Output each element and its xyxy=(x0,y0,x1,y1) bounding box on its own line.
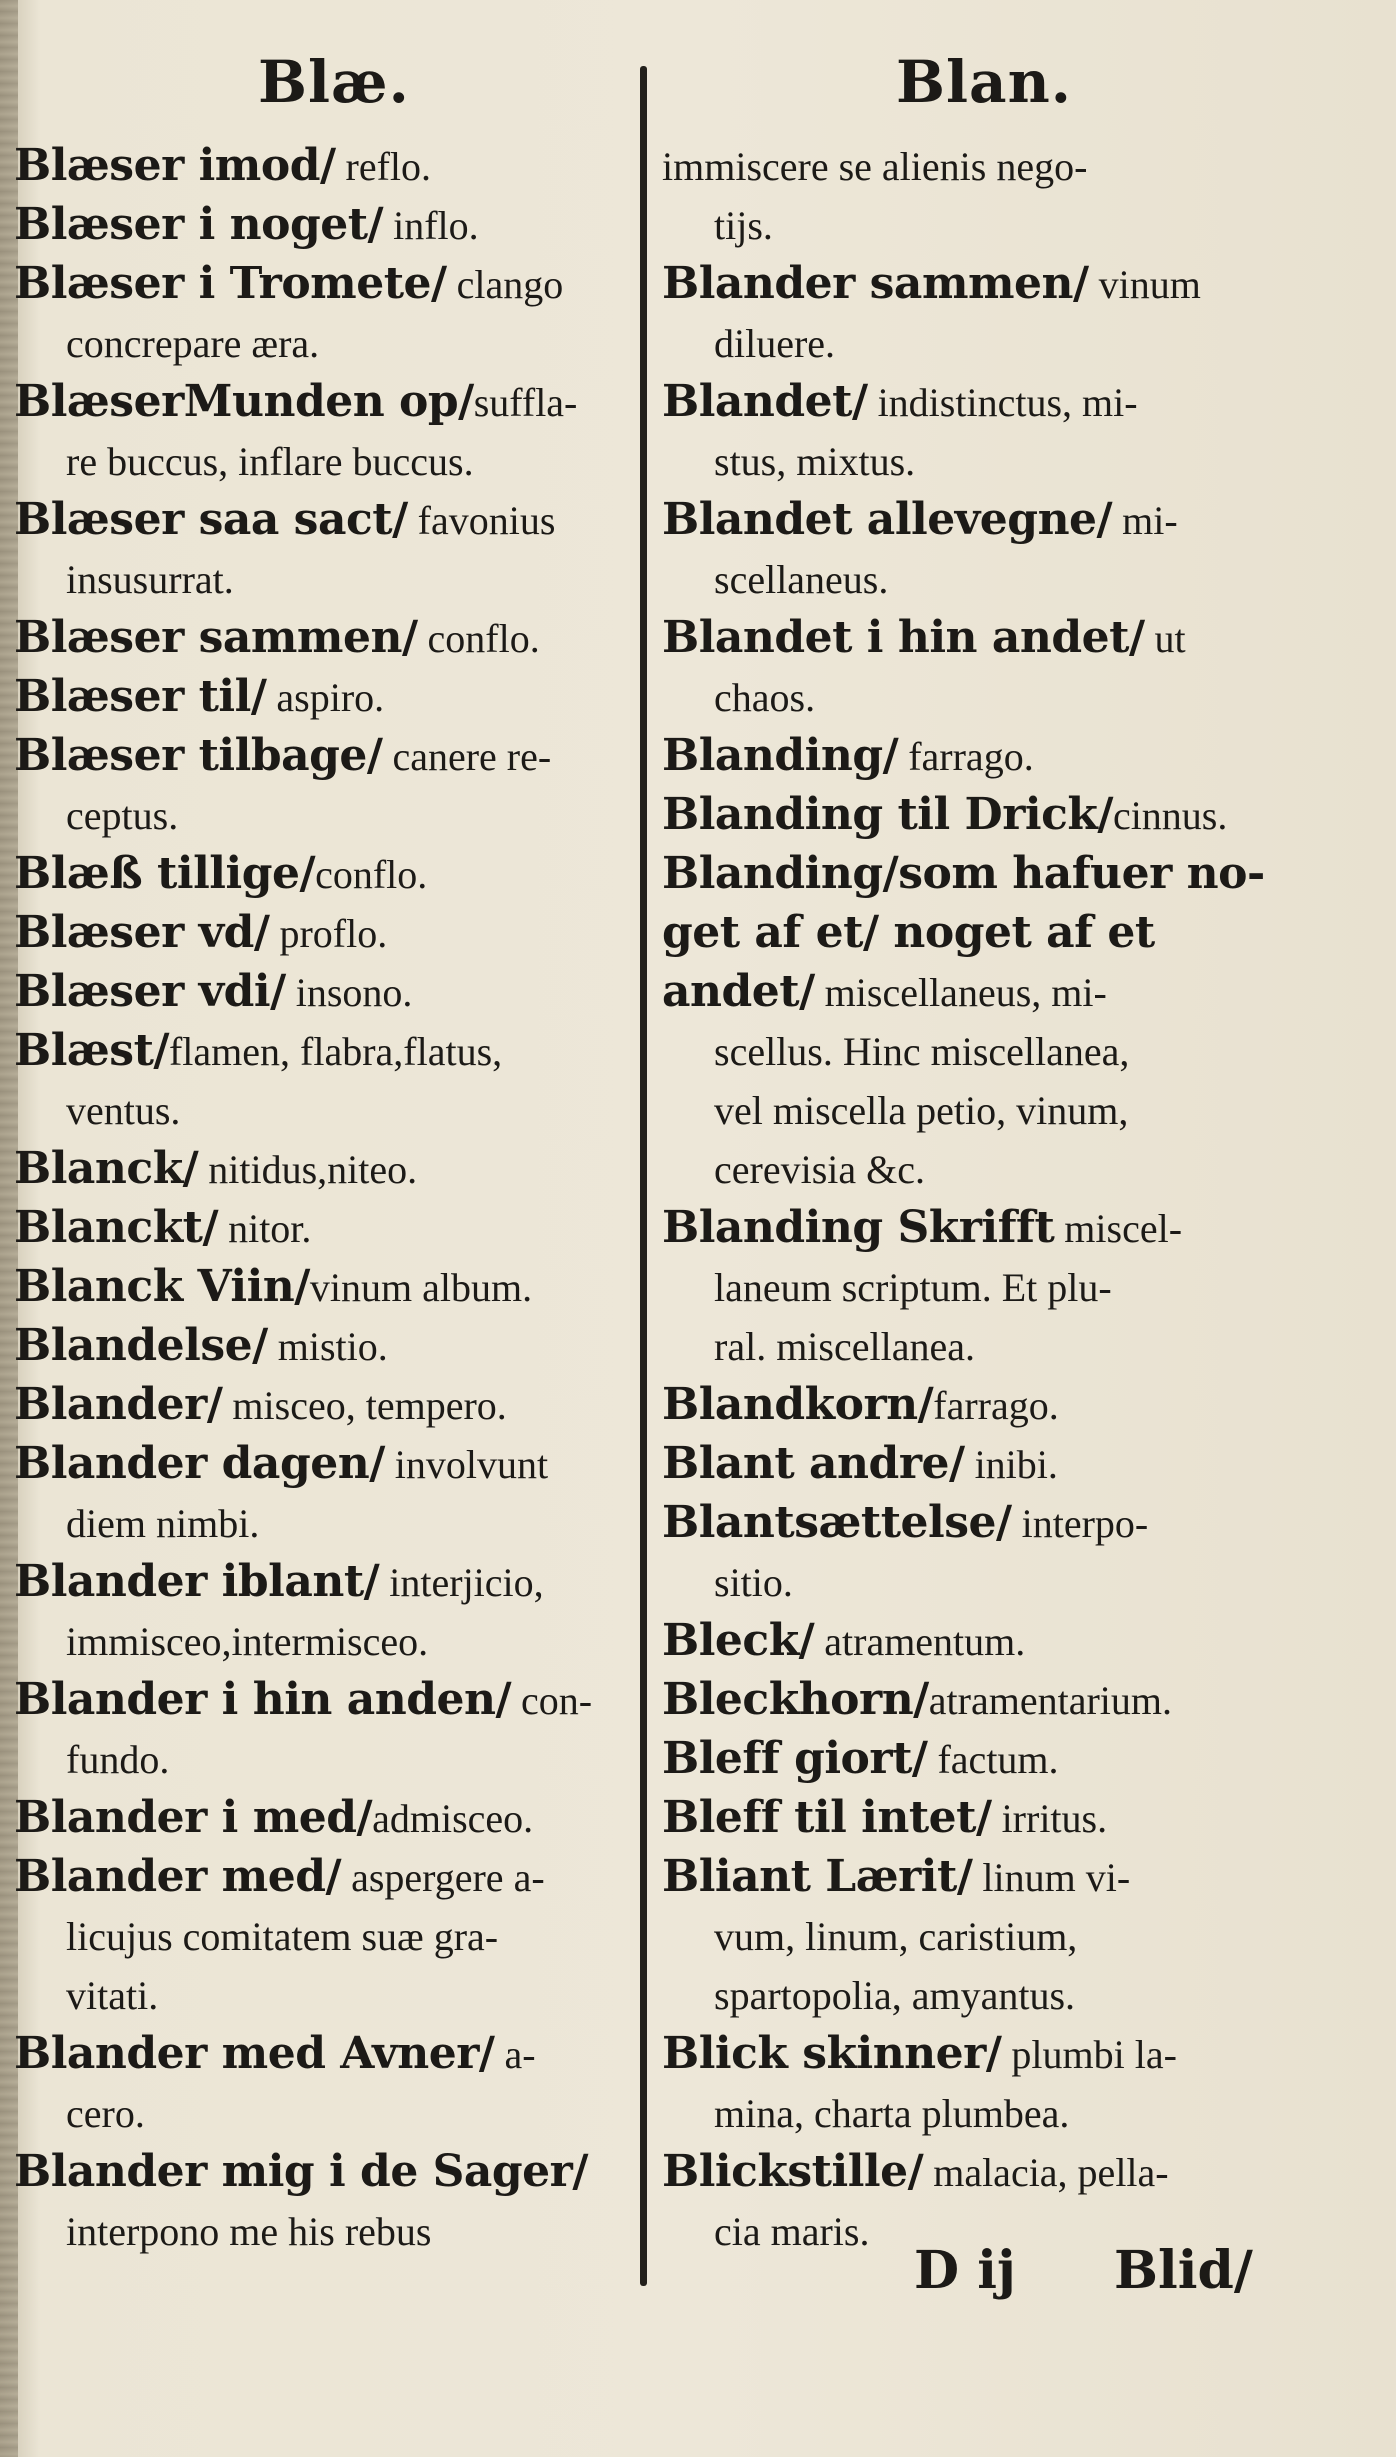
dictionary-entry xyxy=(14,490,624,608)
dictionary-entry xyxy=(14,1021,624,1139)
entry-line xyxy=(14,136,624,195)
entry-line xyxy=(14,549,624,608)
entry-line xyxy=(662,1375,1287,1434)
entry-line xyxy=(662,1021,1287,1080)
entry-definition: laneum scriptum. Et plu- xyxy=(714,1265,1112,1310)
entry-definition: proflo. xyxy=(269,911,388,956)
entry-line xyxy=(662,1611,1287,1670)
dictionary-entry xyxy=(14,1198,624,1257)
entry-headword: Blæser tilbage/ xyxy=(14,730,383,781)
entry-line xyxy=(14,254,624,313)
dictionary-entry xyxy=(662,2024,1287,2142)
entry-definition: inibi. xyxy=(964,1442,1058,1487)
entry-definition: conflo. xyxy=(315,852,428,897)
dictionary-entry xyxy=(662,1670,1287,1729)
entry-line xyxy=(14,1493,624,1552)
entry-definition: ral. miscellanea. xyxy=(714,1324,975,1369)
entry-definition: scellaneus. xyxy=(714,557,889,602)
entry-headword: Blanckt/ xyxy=(14,1202,219,1253)
dictionary-entry xyxy=(662,844,1287,1198)
dictionary-entry xyxy=(662,1729,1287,1788)
entry-definition: vum, linum, caristium, xyxy=(714,1914,1078,1959)
entry-definition: sitio. xyxy=(714,1560,793,1605)
dictionary-entry xyxy=(662,254,1287,372)
dictionary-entry xyxy=(14,1847,624,2024)
entry-headword: Blandet allevegne/ xyxy=(662,494,1113,545)
dictionary-entry xyxy=(662,1611,1287,1670)
entry-definition: vitati. xyxy=(66,1973,159,2018)
dictionary-entry xyxy=(14,136,624,195)
dictionary-entry xyxy=(662,1198,1287,1375)
entry-line xyxy=(662,1906,1287,1965)
entry-headword: Blæser til/ xyxy=(14,671,267,722)
dictionary-entry xyxy=(662,136,1287,254)
entry-line xyxy=(662,785,1287,844)
entry-definition: insusurrat. xyxy=(66,557,234,602)
entry-definition: interjicio, xyxy=(379,1560,544,1605)
entry-definition: miscellaneus, mi- xyxy=(814,970,1107,1015)
entry-line xyxy=(14,431,624,490)
entry-headword: Blæser vd/ xyxy=(14,907,270,958)
entry-line xyxy=(14,2142,624,2201)
entry-definition: con- xyxy=(511,1678,593,1723)
signature-mark: D ij xyxy=(914,2240,1016,2301)
dictionary-entry xyxy=(14,254,624,372)
entry-headword: Blander mig i de Sager/ xyxy=(14,2146,588,2197)
entry-line xyxy=(662,549,1287,608)
entry-headword: Blæser vdi/ xyxy=(14,966,286,1017)
entry-line xyxy=(14,372,624,431)
entry-line xyxy=(14,2083,624,2142)
entry-line xyxy=(662,1493,1287,1552)
entry-line xyxy=(14,1670,624,1729)
entry-definition: factum. xyxy=(927,1737,1059,1782)
entry-definition: cia maris. xyxy=(714,2209,870,2254)
right-column xyxy=(662,136,1287,2260)
entry-headword: Blæser i noget/ xyxy=(14,199,384,250)
entry-definition: immiscere se alienis nego- xyxy=(662,144,1088,189)
entry-line xyxy=(14,490,624,549)
dictionary-entry xyxy=(662,1788,1287,1847)
entry-line xyxy=(14,1434,624,1493)
entry-headword: Blanding Skrifft xyxy=(662,1202,1055,1253)
dictionary-entry xyxy=(14,1788,624,1847)
entry-line xyxy=(662,1847,1287,1906)
entry-headword: Bleck/ xyxy=(662,1615,815,1666)
entry-definition: spartopolia, amyantus. xyxy=(714,1973,1076,2018)
entry-line xyxy=(14,844,624,903)
running-header-right: Blan. xyxy=(896,48,1072,116)
entry-headword: Blanding til Drick/ xyxy=(662,789,1113,840)
entry-line xyxy=(662,431,1287,490)
entry-definition: interpono me his rebus xyxy=(66,2209,432,2254)
entry-headword: Blæst/ xyxy=(14,1025,169,1076)
dictionary-entry xyxy=(662,1434,1287,1493)
entry-headword: Blanck Viin/ xyxy=(14,1261,310,1312)
entry-definition: vel miscella petio, vinum, xyxy=(714,1088,1129,1133)
entry-line xyxy=(662,2083,1287,2142)
entry-line xyxy=(14,1729,624,1788)
entry-line xyxy=(14,608,624,667)
entry-headword: Blickstille/ xyxy=(662,2146,924,2197)
entry-definition: diluere. xyxy=(714,321,836,366)
entry-line xyxy=(662,1729,1287,1788)
entry-definition: cero. xyxy=(66,2091,145,2136)
entry-line xyxy=(662,1434,1287,1493)
entry-definition: licujus comitatem suæ gra- xyxy=(66,1914,499,1959)
entry-line xyxy=(14,726,624,785)
entry-line xyxy=(14,1198,624,1257)
entry-line xyxy=(14,313,624,372)
dictionary-entry xyxy=(14,2142,624,2260)
entry-headword: Bliant Lærit/ xyxy=(662,1851,973,1902)
entry-headword: Blant andre/ xyxy=(662,1438,965,1489)
entry-definition: suffla- xyxy=(473,380,578,425)
entry-definition: nitor. xyxy=(218,1206,312,1251)
entry-line xyxy=(14,1080,624,1139)
entry-definition: chaos. xyxy=(714,675,816,720)
entry-line xyxy=(662,726,1287,785)
entry-line xyxy=(14,1257,624,1316)
entry-line xyxy=(662,903,1287,962)
entry-definition: a- xyxy=(494,2032,536,2077)
entry-headword: Blæser sammen/ xyxy=(14,612,418,663)
entry-line xyxy=(14,667,624,726)
entry-headword: Blanding/ xyxy=(662,730,899,781)
entry-definition: involvunt xyxy=(384,1442,549,1487)
dictionary-entry xyxy=(662,608,1287,726)
entry-definition: mistio. xyxy=(267,1324,388,1369)
entry-definition: scellus. Hinc miscellanea, xyxy=(714,1029,1130,1074)
entry-line xyxy=(14,1552,624,1611)
entry-definition: re buccus, inflare buccus. xyxy=(66,439,474,484)
entry-definition: nitidus,niteo. xyxy=(198,1147,418,1192)
entry-definition: diem nimbi. xyxy=(66,1501,260,1546)
dictionary-entry xyxy=(14,962,624,1021)
entry-definition: conflo. xyxy=(417,616,540,661)
entry-line xyxy=(662,2142,1287,2201)
entry-definition: linum vi- xyxy=(972,1855,1131,1900)
entry-line xyxy=(662,962,1287,1021)
entry-headword: Blæser imod/ xyxy=(14,140,336,191)
entry-definition: ventus. xyxy=(66,1088,181,1133)
entry-definition: ceptus. xyxy=(66,793,179,838)
entry-headword: Blæser saa sact/ xyxy=(14,494,408,545)
entry-definition: interpo- xyxy=(1011,1501,1149,1546)
dictionary-entry xyxy=(14,372,624,490)
entry-headword: Blandet/ xyxy=(662,376,868,427)
entry-headword: get af et/ noget af et xyxy=(662,907,1155,958)
dictionary-entry xyxy=(662,1847,1287,2024)
entry-definition: concrepare æra. xyxy=(66,321,320,366)
entry-line xyxy=(14,2024,624,2083)
column-divider xyxy=(640,66,647,2286)
entry-definition: canere re- xyxy=(382,734,552,779)
entry-definition: mina, charta plumbea. xyxy=(714,2091,1070,2136)
entry-definition: favonius xyxy=(407,498,556,543)
entry-headword: Blander/ xyxy=(14,1379,223,1430)
entry-line xyxy=(662,195,1287,254)
dictionary-entry xyxy=(14,726,624,844)
entry-headword: Blæß tillige/ xyxy=(14,848,316,899)
entry-headword: Blander sammen/ xyxy=(662,258,1089,309)
entry-headword: Blander iblant/ xyxy=(14,1556,380,1607)
entry-definition: atramentarium. xyxy=(928,1678,1172,1723)
entry-definition: plumbi la- xyxy=(1001,2032,1177,2077)
entry-definition: miscel- xyxy=(1054,1206,1183,1251)
entry-line xyxy=(662,1316,1287,1375)
entry-line xyxy=(662,1552,1287,1611)
entry-line xyxy=(662,1139,1287,1198)
entry-line xyxy=(662,1257,1287,1316)
entry-definition: tijs. xyxy=(714,203,773,248)
entry-headword: Bleff til intet/ xyxy=(662,1792,992,1843)
entry-line xyxy=(14,962,624,1021)
entry-definition: clango xyxy=(446,262,564,307)
entry-line xyxy=(662,372,1287,431)
entry-line xyxy=(662,254,1287,313)
catchword: Blid/ xyxy=(1114,2240,1253,2301)
entry-definition: stus, mixtus. xyxy=(714,439,916,484)
dictionary-entry xyxy=(14,667,624,726)
entry-definition: cinnus. xyxy=(1112,793,1228,838)
entry-headword: Blanding/som hafuer no- xyxy=(662,848,1265,899)
entry-line xyxy=(14,1611,624,1670)
entry-definition: inflo. xyxy=(383,203,479,248)
entry-definition: reflo. xyxy=(335,144,432,189)
dictionary-entry xyxy=(14,1257,624,1316)
entry-line xyxy=(14,1021,624,1080)
entry-headword: Blantsættelse/ xyxy=(662,1497,1012,1548)
entry-definition: mi- xyxy=(1112,498,1178,543)
dictionary-entry xyxy=(662,490,1287,608)
entry-headword: Bleff giort/ xyxy=(662,1733,928,1784)
entry-line xyxy=(662,1788,1287,1847)
entry-line xyxy=(662,136,1287,195)
entry-line xyxy=(662,313,1287,372)
entry-definition: atramentum. xyxy=(814,1619,1026,1664)
dictionary-entry xyxy=(14,2024,624,2142)
entry-line xyxy=(662,1080,1287,1139)
entry-line xyxy=(14,195,624,254)
entry-definition: malacia, pella- xyxy=(923,2150,1169,2195)
entry-definition: vinum album. xyxy=(309,1265,533,1310)
entry-line xyxy=(662,844,1287,903)
entry-headword: Blander i hin anden/ xyxy=(14,1674,512,1725)
dictionary-entry xyxy=(662,726,1287,785)
entry-headword: Blandet i hin andet/ xyxy=(662,612,1145,663)
dictionary-entry xyxy=(14,1375,624,1434)
entry-line xyxy=(662,1965,1287,2024)
entry-headword: Blander med/ xyxy=(14,1851,342,1902)
dictionary-entry xyxy=(14,903,624,962)
entry-definition: misceo, tempero. xyxy=(222,1383,507,1428)
entry-headword: Blander dagen/ xyxy=(14,1438,385,1489)
entry-line xyxy=(14,785,624,844)
entry-line xyxy=(662,667,1287,726)
dictionary-entry xyxy=(662,1493,1287,1611)
dictionary-entry xyxy=(14,608,624,667)
dictionary-entry xyxy=(662,785,1287,844)
entry-line xyxy=(662,490,1287,549)
left-column xyxy=(14,136,624,2260)
entry-headword: Bleckhorn/ xyxy=(662,1674,929,1725)
dictionary-entry xyxy=(14,195,624,254)
entry-line xyxy=(14,1375,624,1434)
entry-line xyxy=(14,1788,624,1847)
entry-line xyxy=(14,1316,624,1375)
entry-definition: flamen, flabra,flatus, xyxy=(168,1029,503,1074)
dictionary-entry xyxy=(662,1375,1287,1434)
entry-headword: Blander med Avner/ xyxy=(14,2028,495,2079)
entry-definition: cerevisia &c. xyxy=(714,1147,925,1192)
entry-line xyxy=(662,2024,1287,2083)
entry-line xyxy=(662,608,1287,667)
entry-definition: aspergere a- xyxy=(341,1855,545,1900)
entry-definition: vinum xyxy=(1088,262,1201,307)
entry-headword: Blæser i Tromete/ xyxy=(14,258,447,309)
entry-definition: indistinctus, mi- xyxy=(867,380,1138,425)
entry-headword: Blander i med/ xyxy=(14,1792,373,1843)
dictionary-entry xyxy=(14,1670,624,1788)
entry-definition: immisceo,intermisceo. xyxy=(66,1619,429,1664)
entry-headword: Blandkorn/ xyxy=(662,1379,934,1430)
entry-line xyxy=(14,903,624,962)
entry-definition: admisceo. xyxy=(372,1796,534,1841)
entry-definition: fundo. xyxy=(66,1737,170,1782)
dictionary-entry xyxy=(14,1139,624,1198)
entry-headword: Blick skinner/ xyxy=(662,2028,1002,2079)
dictionary-entry xyxy=(14,1552,624,1670)
entry-definition: aspiro. xyxy=(266,675,385,720)
dictionary-entry xyxy=(14,1316,624,1375)
entry-line xyxy=(14,1847,624,1906)
entry-definition: irritus. xyxy=(991,1796,1108,1841)
entry-definition: insono. xyxy=(285,970,413,1015)
entry-line xyxy=(14,1906,624,1965)
entry-definition: farrago. xyxy=(933,1383,1059,1428)
entry-line xyxy=(662,1670,1287,1729)
entry-definition: farrago. xyxy=(898,734,1034,779)
entry-line xyxy=(14,1139,624,1198)
entry-line xyxy=(662,1198,1287,1257)
entry-definition: ut xyxy=(1144,616,1186,661)
running-header-left: Blæ. xyxy=(258,48,410,116)
dictionary-entry xyxy=(662,372,1287,490)
entry-headword: andet/ xyxy=(662,966,815,1017)
dictionary-entry xyxy=(14,844,624,903)
entry-headword: BlæserMunden op/ xyxy=(14,376,474,427)
entry-headword: Blanck/ xyxy=(14,1143,199,1194)
entry-headword: Blandelse/ xyxy=(14,1320,268,1371)
entry-line xyxy=(14,2201,624,2260)
entry-line xyxy=(14,1965,624,2024)
dictionary-entry xyxy=(14,1434,624,1552)
